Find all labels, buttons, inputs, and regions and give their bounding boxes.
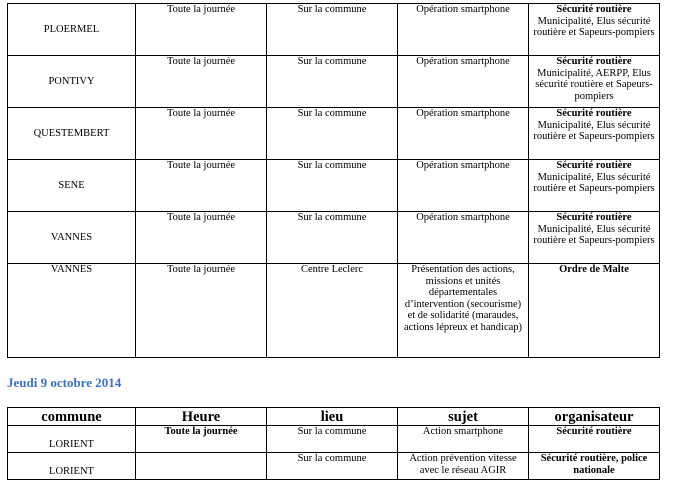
sujet-cell: Opération smartphone: [398, 56, 529, 108]
sujet-cell: Présentation des actions, missions et unités départementales d’intervention (secourisme) et de solidarité (maraudes, actions lépreux et handicap): [398, 264, 529, 358]
sujet-cell: Action smartphone: [398, 426, 529, 453]
heure-cell: Toute la journée: [136, 160, 267, 212]
table-row: [8, 56, 660, 108]
commune-cell: LORIENT: [8, 453, 136, 480]
org-title: Sécurité routière: [556, 212, 632, 223]
table-row: [8, 264, 660, 358]
commune-cell: PLOERMEL: [8, 4, 136, 56]
commune-cell: PONTIVY: [8, 56, 136, 108]
sujet-cell: Opération smartphone: [398, 108, 529, 160]
table-header-row: [8, 408, 660, 426]
lieu-cell: Centre Leclerc: [267, 264, 398, 358]
org-detail: Municipalité, Elus sécurité routière et Sapeurs-pompiers: [533, 171, 655, 195]
lieu-cell: Sur la commune: [267, 212, 398, 264]
lieu-cell: Sur la commune: [267, 453, 398, 480]
lieu-cell: Sur la commune: [267, 108, 398, 160]
lieu-cell: Sur la commune: [267, 56, 398, 108]
organisateur-cell: [529, 453, 660, 480]
org-title: Ordre de Malte: [559, 264, 629, 275]
heure-cell: [136, 453, 267, 480]
heure-cell: Toute la journée: [136, 264, 267, 358]
org-detail: Municipalité, Elus sécurité routière et Sapeurs-pompiers: [533, 119, 655, 143]
table-row: [8, 453, 660, 480]
organisateur-cell: [529, 264, 660, 358]
org-detail: Municipalité, Elus sécurité routière et Sapeurs-pompiers: [533, 15, 655, 39]
org-title: Sécurité routière: [556, 108, 632, 119]
section-heading-date: Jeudi 9 octobre 2014: [7, 375, 122, 390]
org-detail: Municipalité, AERPP, Elus sécurité routière et Sapeurs-pompiers: [535, 67, 653, 102]
organisateur-cell: [529, 160, 660, 212]
org-title: Sécurité routière: [556, 56, 632, 67]
heure-cell: Toute la journée: [136, 108, 267, 160]
heure-cell: Toute la journée: [136, 56, 267, 108]
sujet-cell: Action prévention vitesse avec le réseau AGIR: [398, 453, 529, 480]
organisateur-cell: [529, 212, 660, 264]
org-title: Sécurité routière: [556, 160, 632, 171]
table-row: [8, 108, 660, 160]
lieu-cell: Sur la commune: [267, 426, 398, 453]
heure-cell: Toute la journée: [136, 212, 267, 264]
column-header-organisateur: organisateur: [529, 408, 660, 426]
events-table-1: [7, 3, 660, 358]
org-detail: Municipalité, Elus sécurité routière et Sapeurs-pompiers: [533, 223, 655, 247]
heure-cell: Toute la journée: [136, 426, 267, 453]
commune-cell: QUESTEMBERT: [8, 108, 136, 160]
organisateur-cell: [529, 56, 660, 108]
lieu-cell: Sur la commune: [267, 4, 398, 56]
column-header-sujet: sujet: [398, 408, 529, 426]
commune-cell: LORIENT: [8, 426, 136, 453]
heure-cell: Toute la journée: [136, 4, 267, 56]
sujet-cell: Opération smartphone: [398, 160, 529, 212]
table-row: [8, 4, 660, 56]
lieu-cell: Sur la commune: [267, 160, 398, 212]
organisateur-cell: [529, 108, 660, 160]
table-row: [8, 426, 660, 453]
commune-cell: SENE: [8, 160, 136, 212]
org-title: Sécurité routière: [556, 4, 632, 15]
table-row: [8, 160, 660, 212]
table-row: [8, 212, 660, 264]
sujet-cell: Opération smartphone: [398, 212, 529, 264]
column-header-heure: Heure: [136, 408, 267, 426]
commune-cell: VANNES: [8, 264, 136, 358]
column-header-commune: commune: [8, 408, 136, 426]
events-table-2: [7, 407, 660, 480]
org-title: Sécurité routière: [556, 426, 632, 437]
organisateur-cell: [529, 426, 660, 453]
commune-cell: VANNES: [8, 212, 136, 264]
column-header-lieu: lieu: [267, 408, 398, 426]
sujet-cell: Opération smartphone: [398, 4, 529, 56]
organisateur-cell: [529, 4, 660, 56]
org-title: Sécurité routière, police nationale: [540, 453, 648, 476]
